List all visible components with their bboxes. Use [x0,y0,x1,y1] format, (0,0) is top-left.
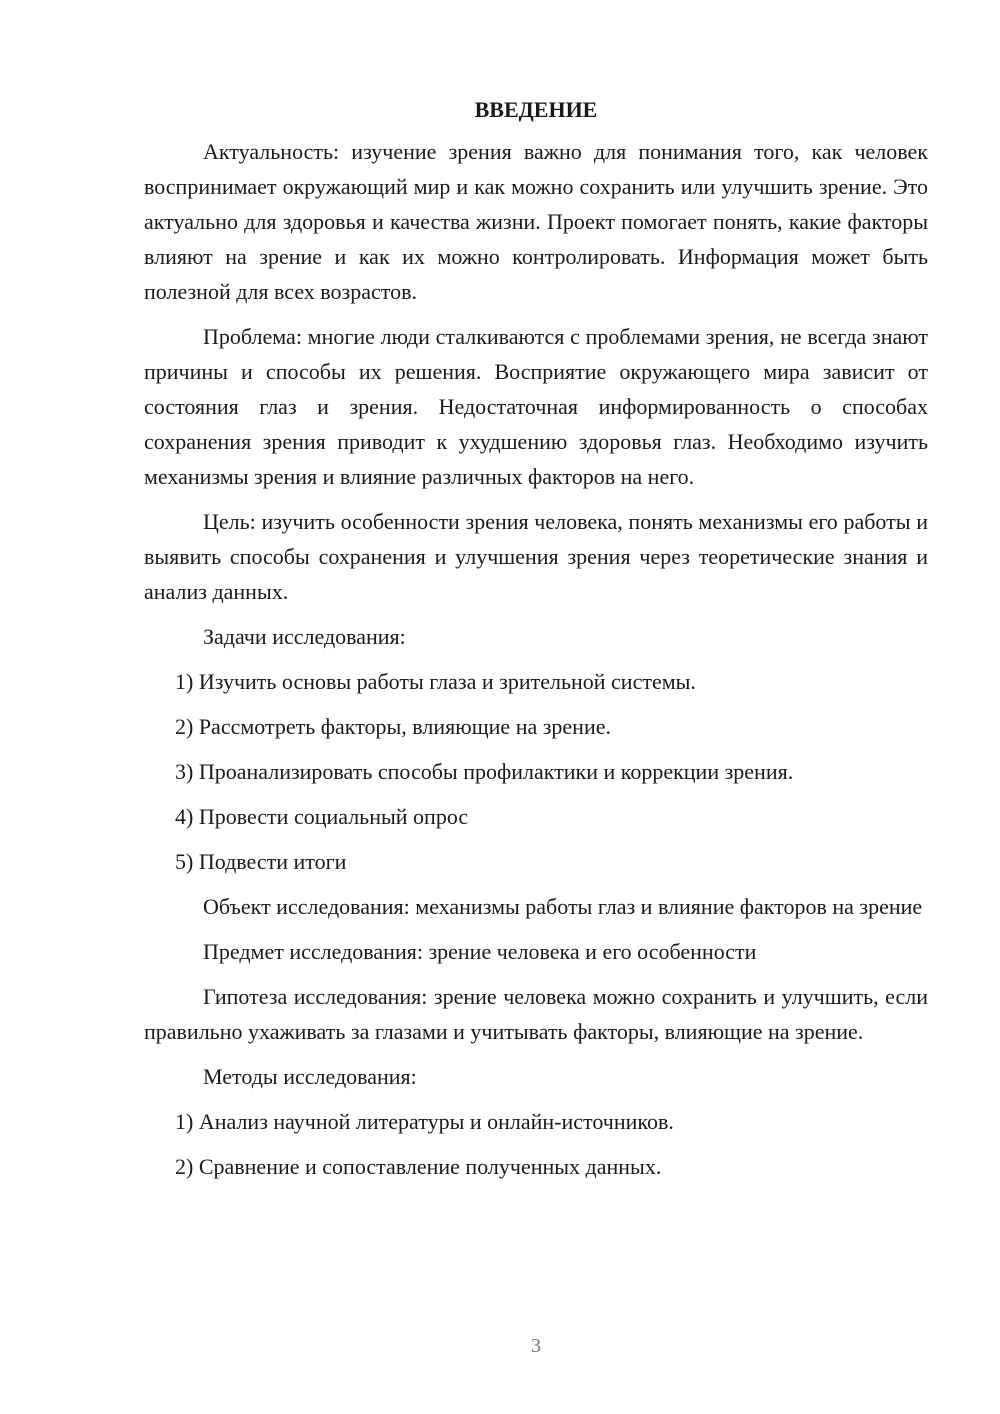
task-item: 3) Проанализировать способы профилактики и коррекции зрения. [175,759,794,784]
page-number: 3 [531,1335,541,1357]
method-item: 1) Анализ научной литературы и онлайн-источников. [175,1109,674,1134]
subject-paragraph: Предмет исследования: зрение человека и его особенности [203,939,757,964]
tasks-heading: Задачи исследования: [203,624,406,649]
problem-paragraph: Проблема: многие люди сталкиваются с проблемами зрения, не всегда знают причины и способы их решения. Восприятие окружающего мира зависит от состояния глаз и зрения. Недостаточная информированность о способах сохранения зрения приводит к ухудшению здоровья глаз. Необходимо изучить механизмы зрения и влияние различных факторов на него. [144,324,928,489]
method-item: 2) Сравнение и сопоставление полученных данных. [175,1154,662,1179]
goal-paragraph: Цель: изучить особенности зрения человека, понять механизмы его работы и выявить способы сохранения и улучшения зрения через теоретические знания и анализ данных. [144,509,928,604]
task-item: 1) Изучить основы работы глаза и зрительной системы. [175,669,696,694]
methods-heading: Методы исследования: [203,1064,417,1089]
section-title: ВВЕДЕНИЕ [474,97,598,122]
task-item: 2) Рассмотреть факторы, влияющие на зрение. [175,714,611,739]
task-item: 5) Подвести итоги [175,849,347,874]
relevance-paragraph: Актуальность: изучение зрения важно для понимания того, как человек воспринимает окружающий мир и как можно сохранить или улучшить зрение. Это актуально для здоровья и качества жизни. Проект помогает понять, какие факторы влияют на зрение и как их можно контролировать. Информация может быть полезной для всех возрастов. [144,139,928,304]
task-item: 4) Провести социальный опрос [175,804,469,829]
document-page [144,92,928,1194]
hypothesis-paragraph: Гипотеза исследования: зрение человека можно сохранить и улучшить, если правильно ухаживать за глазами и учитывать факторы, влияющие на зрение. [144,984,928,1044]
object-paragraph: Объект исследования: механизмы работы глаз и влияние факторов на зрение [203,894,923,919]
